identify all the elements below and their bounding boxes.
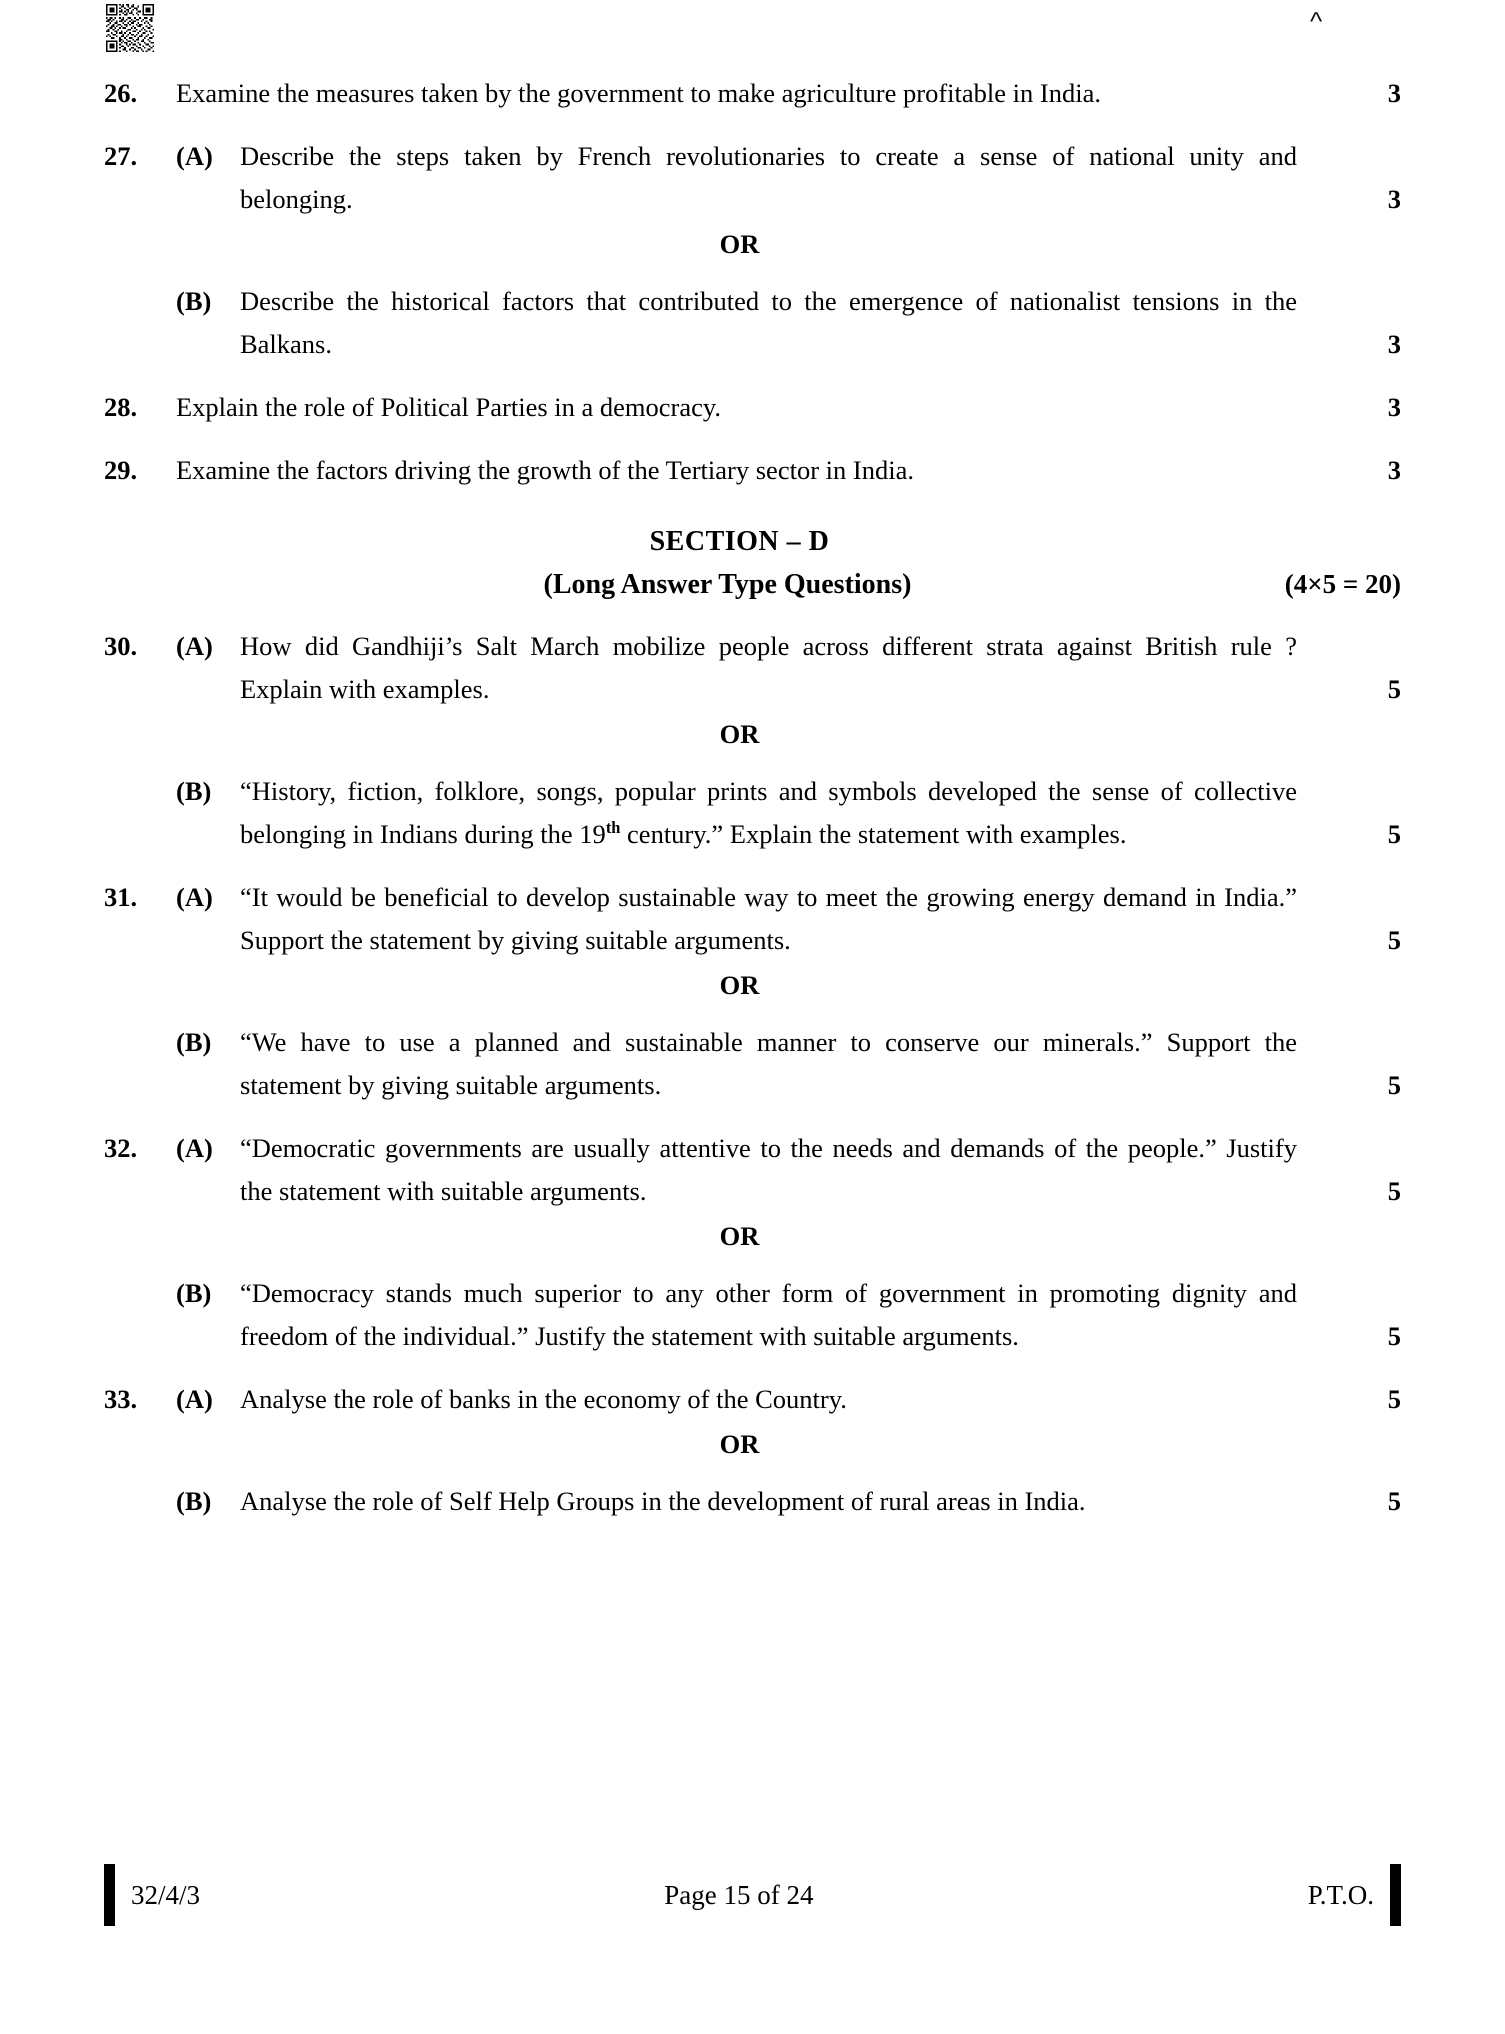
page-header <box>0 0 1505 52</box>
option-label: (A) <box>176 882 213 912</box>
section-subtitle: (Long Answer Type Questions) <box>543 569 912 600</box>
question-text: Analyse the role of banks in the economy of the Country. <box>240 1384 847 1414</box>
question-number: 27. <box>104 141 138 171</box>
or-separator: OR <box>719 719 760 749</box>
question-text-post: century.” Explain the statement with examples. <box>620 819 1127 849</box>
ordinal-suffix: th <box>605 818 621 838</box>
question-number: 29. <box>104 455 138 485</box>
option-label: (B) <box>176 1486 212 1516</box>
question-text: Examine the measures taken by the government to make agriculture profitable in India. <box>176 78 1101 108</box>
pto-label: P.T.O. <box>1307 1879 1374 1910</box>
question-row-31b <box>0 1021 1505 1107</box>
question-row-32b <box>0 1272 1505 1358</box>
or-separator: OR <box>719 1221 760 1251</box>
question-text: Examine the factors driving the growth of the Tertiary sector in India. <box>176 455 914 485</box>
question-marks: 3 <box>1387 455 1401 485</box>
question-marks: 5 <box>1387 1070 1401 1100</box>
or-separator: OR <box>719 1429 760 1459</box>
caret-up-icon: ^ <box>1310 6 1323 36</box>
question-marks: 5 <box>1387 674 1401 704</box>
footer-left-bar <box>104 1864 115 1926</box>
option-label: (A) <box>176 631 213 661</box>
question-marks: 5 <box>1387 925 1401 955</box>
or-separator: OR <box>719 229 760 259</box>
question-marks: 3 <box>1387 329 1401 359</box>
question-number: 33. <box>104 1384 138 1414</box>
question-text-pre: “History, fiction, folklore, songs, popular prints and symbols developed the sense of collective belonging in Indians during the 19 <box>240 776 1297 849</box>
question-text: “Democratic governments are usually attentive to the needs and demands of the people.” Justify the statement with suitable arguments. <box>240 1133 1297 1206</box>
or-separator: OR <box>719 970 760 1000</box>
question-text: “It would be beneficial to develop sustainable way to meet the growing energy demand in India.” Support the statement by giving suitable arguments. <box>240 882 1297 955</box>
questions-container <box>0 52 1505 1523</box>
footer-right-bar <box>1390 1864 1401 1926</box>
question-row-26 <box>0 72 1505 115</box>
option-label: (A) <box>176 1133 213 1163</box>
question-text: Analyse the role of Self Help Groups in the development of rural areas in India. <box>240 1486 1086 1516</box>
question-marks: 3 <box>1387 78 1401 108</box>
section-title: SECTION – D <box>649 526 830 557</box>
question-text: “Democracy stands much superior to any other form of government in promoting dignity and freedom of the individual.” Justify the statement with suitable arguments. <box>240 1278 1297 1351</box>
question-row-30b <box>0 770 1505 856</box>
question-marks: 5 <box>1387 1176 1401 1206</box>
question-row-33b <box>0 1480 1505 1523</box>
section-marks: (4×5 = 20) <box>1284 569 1401 599</box>
option-label: (B) <box>176 1027 212 1057</box>
question-marks: 5 <box>1387 1486 1401 1516</box>
question-row-29 <box>0 449 1505 492</box>
option-label: (A) <box>176 141 213 171</box>
question-row-32a <box>0 1127 1505 1213</box>
question-number: 32. <box>104 1133 138 1163</box>
question-row-27a <box>0 135 1505 221</box>
question-text: Explain the role of Political Parties in a democracy. <box>176 392 722 422</box>
question-marks: 3 <box>1387 392 1401 422</box>
question-marks: 5 <box>1387 819 1401 849</box>
question-marks: 5 <box>1387 1321 1401 1351</box>
question-row-31a <box>0 876 1505 962</box>
option-label: (A) <box>176 1384 213 1414</box>
option-label: (B) <box>176 776 212 806</box>
question-marks: 3 <box>1387 184 1401 214</box>
question-text: Describe the steps taken by French revolutionaries to create a sense of national unity and belonging. <box>240 141 1297 214</box>
question-number: 30. <box>104 631 138 661</box>
option-label: (B) <box>176 1278 212 1308</box>
question-text: “We have to use a planned and sustainable manner to conserve our minerals.” Support the statement by giving suitable arguments. <box>240 1027 1297 1100</box>
paper-code: 32/4/3 <box>131 1879 201 1910</box>
question-text: Describe the historical factors that contributed to the emergence of nationalist tensions in the Balkans. <box>240 286 1297 359</box>
question-text: How did Gandhiji’s Salt March mobilize people across different strata against British rule ? Explain with examples. <box>240 631 1297 704</box>
qr-code-icon <box>104 4 156 52</box>
section-heading-block <box>0 522 1505 605</box>
question-row-30a <box>0 625 1505 711</box>
question-number: 31. <box>104 882 138 912</box>
question-row-27b <box>0 280 1505 366</box>
question-marks: 5 <box>1387 1384 1401 1414</box>
page-footer <box>0 1864 1505 1926</box>
question-number: 26. <box>104 78 138 108</box>
option-label: (B) <box>176 286 212 316</box>
question-number: 28. <box>104 392 138 422</box>
question-text <box>240 770 1305 856</box>
question-row-28 <box>0 386 1505 429</box>
question-row-33a <box>0 1378 1505 1421</box>
page-number: Page 15 of 24 <box>664 1879 814 1910</box>
section-subtitle-row <box>104 564 1401 605</box>
